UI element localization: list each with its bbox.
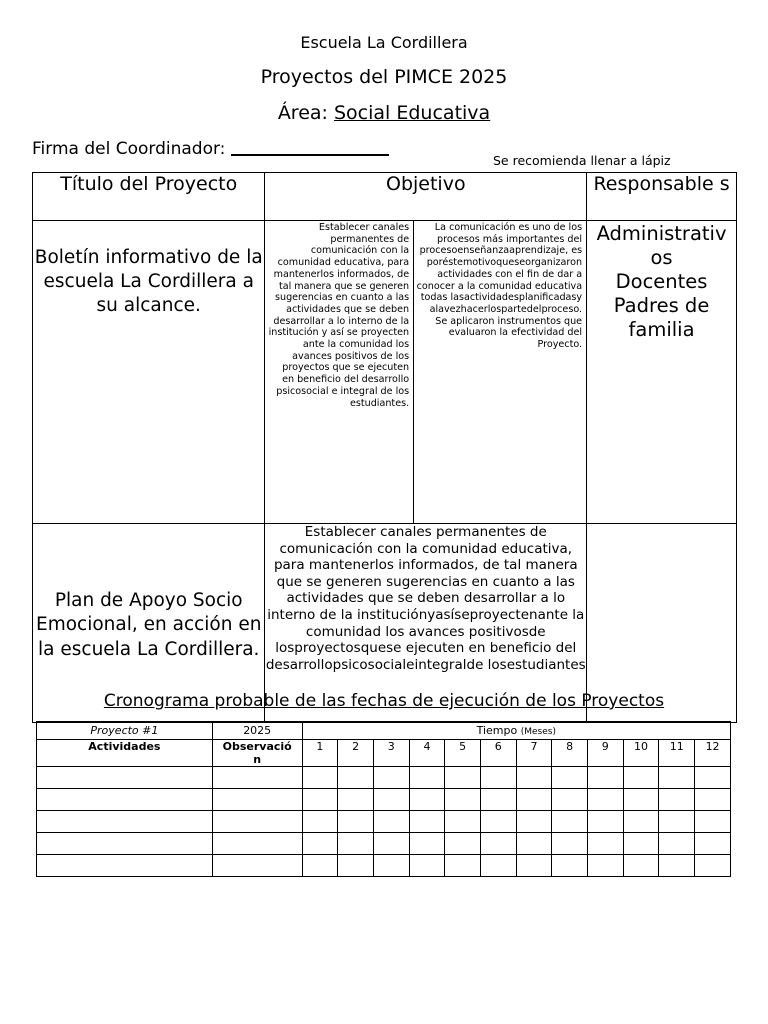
schedule-cell bbox=[516, 767, 552, 789]
schedule-cell bbox=[37, 789, 213, 811]
schedule-cell bbox=[480, 855, 516, 877]
pencil-note: Se recomienda llenar a lápiz bbox=[493, 153, 671, 168]
signature-line bbox=[231, 140, 389, 156]
schedule-cell bbox=[373, 811, 409, 833]
schedule-cell bbox=[212, 789, 302, 811]
projects-title: Proyectos del PIMCE 2025 bbox=[260, 66, 508, 88]
schedule-cell bbox=[552, 789, 588, 811]
schedule-cell bbox=[37, 833, 213, 855]
projects-table bbox=[32, 172, 737, 723]
responsible-item: Administrativos bbox=[596, 222, 727, 269]
schedule-cell bbox=[516, 855, 552, 877]
project-title: Boletín informativo de la escuela La Cordillera a su alcance. bbox=[33, 221, 265, 524]
schedule-title: Cronograma probable de las fechas de ejecución de los Proyectos bbox=[103, 691, 665, 711]
schedule-cell bbox=[623, 811, 659, 833]
projects-table-header bbox=[33, 173, 737, 221]
table-row bbox=[33, 221, 737, 524]
area-label: Área: bbox=[277, 102, 328, 124]
schedule-empty-row bbox=[37, 833, 731, 855]
schedule-cell bbox=[302, 767, 338, 789]
month-header: 8 bbox=[552, 740, 588, 767]
schedule-cell bbox=[409, 767, 445, 789]
project-responsible bbox=[587, 221, 737, 524]
month-header: 3 bbox=[373, 740, 409, 767]
schedule-cell bbox=[338, 811, 374, 833]
time-header bbox=[302, 722, 730, 740]
schedule-empty-row bbox=[37, 855, 731, 877]
schedule-cell bbox=[552, 767, 588, 789]
month-header: 2 bbox=[338, 740, 374, 767]
schedule-cell bbox=[659, 811, 695, 833]
schedule-empty-row bbox=[37, 767, 731, 789]
project-objective: Establecer canales permanentes de comunicación con la comunidad educativa, para mantenerlos informados, de tal manera que se generen sugerencias en cuanto a las actividades que se deben desarrollar a lo interno de la institución y así se proyecten ante la comunidad los avances positivos de los proyectos que se ejecuten en beneficio del desarrollo psicosocial e integral de los estudiantes. bbox=[265, 221, 414, 524]
schedule-cell bbox=[373, 789, 409, 811]
schedule-cell bbox=[338, 833, 374, 855]
schedule-cell bbox=[445, 789, 481, 811]
schedule-cell bbox=[212, 767, 302, 789]
schedule-cell bbox=[587, 855, 623, 877]
schedule-table bbox=[36, 721, 731, 877]
schedule-header-row bbox=[37, 740, 731, 767]
schedule-cell bbox=[409, 789, 445, 811]
schedule-cell bbox=[659, 855, 695, 877]
schedule-cell bbox=[659, 833, 695, 855]
month-header: 5 bbox=[445, 740, 481, 767]
schedule-cell bbox=[212, 811, 302, 833]
schedule-cell bbox=[695, 789, 731, 811]
schedule-cell bbox=[695, 833, 731, 855]
signature-label: Firma del Coordinador: bbox=[32, 139, 226, 159]
schedule-body bbox=[37, 767, 731, 877]
schedule-cell bbox=[623, 855, 659, 877]
schedule-cell bbox=[302, 855, 338, 877]
project-number: Proyecto #1 bbox=[37, 722, 213, 740]
schedule-cell bbox=[587, 767, 623, 789]
schedule-cell bbox=[212, 855, 302, 877]
schedule-cell bbox=[659, 789, 695, 811]
schedule-cell bbox=[373, 833, 409, 855]
schedule-cell bbox=[516, 789, 552, 811]
project-objective: Establecer canales permanentes de comunicación con la comunidad educativa, para mantenerlos informados, de tal manera que se generen sugerencias en cuanto a las actividades que se deben desarrollar a lo interno de la instituciónyasíseproyectenante la comunidad los avances positivosde losproyectosquese ejecuten en beneficio del desarrollopsicosocialeintegralde losestudiantes bbox=[265, 524, 587, 723]
schedule-cell bbox=[37, 767, 213, 789]
observation-header bbox=[212, 740, 302, 767]
month-header: 1 bbox=[302, 740, 338, 767]
schedule-cell bbox=[587, 789, 623, 811]
col-responsible-header: Responsable s bbox=[587, 173, 737, 221]
schedule-cell bbox=[695, 767, 731, 789]
observation-label: Observación bbox=[222, 740, 292, 766]
project-title-text: Plan de Apoyo Socio Emocional, en acción en la escuela La Cordillera. bbox=[36, 589, 262, 660]
schedule-cell bbox=[516, 811, 552, 833]
month-header: 12 bbox=[695, 740, 731, 767]
schedule-cell bbox=[552, 811, 588, 833]
responsible-item: Docentes bbox=[615, 270, 708, 293]
schedule-cell bbox=[409, 833, 445, 855]
schedule-cell bbox=[552, 833, 588, 855]
schedule-cell bbox=[445, 767, 481, 789]
schedule-cell bbox=[409, 811, 445, 833]
signature-field bbox=[32, 139, 389, 159]
activities-header: Actividades bbox=[37, 740, 213, 767]
area-value: Social Educativa bbox=[334, 102, 491, 124]
schedule-cell bbox=[587, 811, 623, 833]
schedule-cell bbox=[37, 811, 213, 833]
schedule-cell bbox=[659, 767, 695, 789]
responsible-item: Padres de familia bbox=[613, 294, 710, 341]
schedule-cell bbox=[480, 833, 516, 855]
schedule-cell bbox=[373, 767, 409, 789]
schedule-cell bbox=[302, 789, 338, 811]
month-header: 4 bbox=[409, 740, 445, 767]
schedule-cell bbox=[37, 855, 213, 877]
time-label: Tiempo bbox=[476, 724, 518, 737]
schedule-cell bbox=[302, 811, 338, 833]
col-objective-header: Objetivo bbox=[265, 173, 587, 221]
month-header: 10 bbox=[623, 740, 659, 767]
schedule-cell bbox=[516, 833, 552, 855]
schedule-cell bbox=[338, 789, 374, 811]
schedule-cell bbox=[480, 811, 516, 833]
schedule-cell bbox=[445, 811, 481, 833]
schedule-cell bbox=[480, 767, 516, 789]
schedule-cell bbox=[338, 855, 374, 877]
schedule-cell bbox=[302, 833, 338, 855]
schedule-cell bbox=[695, 855, 731, 877]
schedule-cell bbox=[587, 833, 623, 855]
schedule-cell bbox=[338, 767, 374, 789]
schedule-empty-row bbox=[37, 811, 731, 833]
schedule-empty-row bbox=[37, 789, 731, 811]
schedule-cell bbox=[623, 833, 659, 855]
area-line bbox=[0, 102, 768, 124]
schedule-cell bbox=[623, 789, 659, 811]
schedule-cell bbox=[623, 767, 659, 789]
schedule-year: 2025 bbox=[212, 722, 302, 740]
project-objective-notes: La comunicación es uno de los procesos más importantes del procesoenseñanzaaprendizaje, es poréstemotivoqueseorganizaron actividades con el fin de dar a conocer a la comunidad educativa todas lasactividadesplanificadasy alavezhacerlospartedelproceso. Se aplicaron instrumentos que evaluaron la efectividad del Proyecto. bbox=[414, 221, 587, 524]
schedule-cell bbox=[445, 833, 481, 855]
col-title-header: Título del Proyecto bbox=[33, 173, 265, 221]
schedule-cell bbox=[409, 855, 445, 877]
schedule-cell bbox=[552, 855, 588, 877]
schedule-cell bbox=[480, 789, 516, 811]
schedule-cell bbox=[373, 855, 409, 877]
schedule-row-top bbox=[37, 722, 731, 740]
month-header: 6 bbox=[480, 740, 516, 767]
schedule-cell bbox=[445, 855, 481, 877]
schedule-cell bbox=[695, 811, 731, 833]
month-header: 11 bbox=[659, 740, 695, 767]
time-unit: (Meses) bbox=[520, 727, 556, 737]
month-header: 9 bbox=[587, 740, 623, 767]
month-header: 7 bbox=[516, 740, 552, 767]
schedule-cell bbox=[212, 833, 302, 855]
school-name: Escuela La Cordillera bbox=[300, 33, 468, 52]
